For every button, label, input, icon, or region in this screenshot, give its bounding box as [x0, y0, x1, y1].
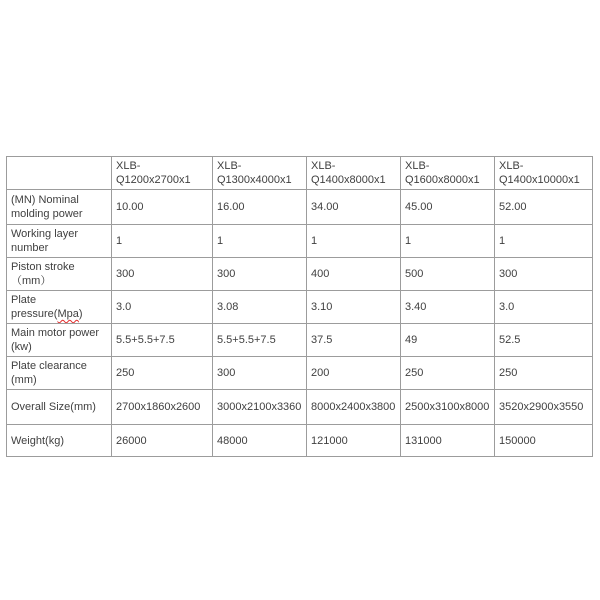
table-row: [7, 425, 593, 457]
cell-value: 131000: [401, 425, 495, 457]
row-label: [7, 291, 112, 324]
cell-value: 45.00: [401, 190, 495, 225]
cell-value: 250: [495, 357, 593, 390]
cell-value: 1: [307, 225, 401, 258]
row-label: Main motor power (kw): [7, 324, 112, 357]
cell-value: 3.10: [307, 291, 401, 324]
row-label: Weight(kg): [7, 425, 112, 457]
table-row: [7, 324, 593, 357]
cell-value: 3.0: [495, 291, 593, 324]
cell-value: 3.08: [213, 291, 307, 324]
cell-value: 52.00: [495, 190, 593, 225]
column-header: XLB-Q1600x8000x1: [401, 157, 495, 190]
cell-value: 1: [495, 225, 593, 258]
row-label: Plate clearance (mm): [7, 357, 112, 390]
spec-table-container: [6, 156, 593, 457]
column-header: XLB-Q1200x2700x1: [112, 157, 213, 190]
cell-value: 37.5: [307, 324, 401, 357]
column-header: XLB-Q1400x10000x1: [495, 157, 593, 190]
cell-value: 121000: [307, 425, 401, 457]
cell-value: 250: [112, 357, 213, 390]
cell-value: 3.0: [112, 291, 213, 324]
cell-value: 300: [213, 258, 307, 291]
cell-value: 8000x2400x3800: [307, 390, 401, 425]
cell-value: 2700x1860x2600: [112, 390, 213, 425]
cell-value: 5.5+5.5+7.5: [213, 324, 307, 357]
table-row: [7, 357, 593, 390]
cell-value: 16.00: [213, 190, 307, 225]
table-row: [7, 258, 593, 291]
cell-value: 300: [495, 258, 593, 291]
cell-value: 150000: [495, 425, 593, 457]
cell-value: 26000: [112, 425, 213, 457]
table-row: [7, 190, 593, 225]
row-label: (MN) Nominal molding power: [7, 190, 112, 225]
cell-value: 3000x2100x3360: [213, 390, 307, 425]
cell-value: 250: [401, 357, 495, 390]
cell-value: 300: [213, 357, 307, 390]
row-label-text: Plate pressure(: [11, 294, 58, 320]
spec-table: [6, 156, 593, 457]
corner-cell: [7, 157, 112, 190]
cell-value: 1: [401, 225, 495, 258]
column-header: XLB-Q1400x8000x1: [307, 157, 401, 190]
cell-value: 1: [213, 225, 307, 258]
row-label: Working layer number: [7, 225, 112, 258]
cell-value: 500: [401, 258, 495, 291]
row-label: Overall Size(mm): [7, 390, 112, 425]
header-row: [7, 157, 593, 190]
row-label-text: ): [78, 308, 83, 320]
cell-value: 49: [401, 324, 495, 357]
cell-value: 10.00: [112, 190, 213, 225]
cell-value: 200: [307, 357, 401, 390]
cell-value: 52.5: [495, 324, 593, 357]
cell-value: 3.40: [401, 291, 495, 324]
cell-value: 2500x3100x8000: [401, 390, 495, 425]
table-row: [7, 390, 593, 425]
column-header: XLB-Q1300x4000x1: [213, 157, 307, 190]
table-row: [7, 225, 593, 258]
cell-value: 300: [112, 258, 213, 291]
cell-value: 5.5+5.5+7.5: [112, 324, 213, 357]
table-row: [7, 291, 593, 324]
misspelled-word: Mpa: [57, 308, 79, 320]
cell-value: 48000: [213, 425, 307, 457]
cell-value: 34.00: [307, 190, 401, 225]
cell-value: 400: [307, 258, 401, 291]
cell-value: 3520x2900x3550: [495, 390, 593, 425]
cell-value: 1: [112, 225, 213, 258]
row-label: Piston stroke （mm）: [7, 258, 112, 291]
